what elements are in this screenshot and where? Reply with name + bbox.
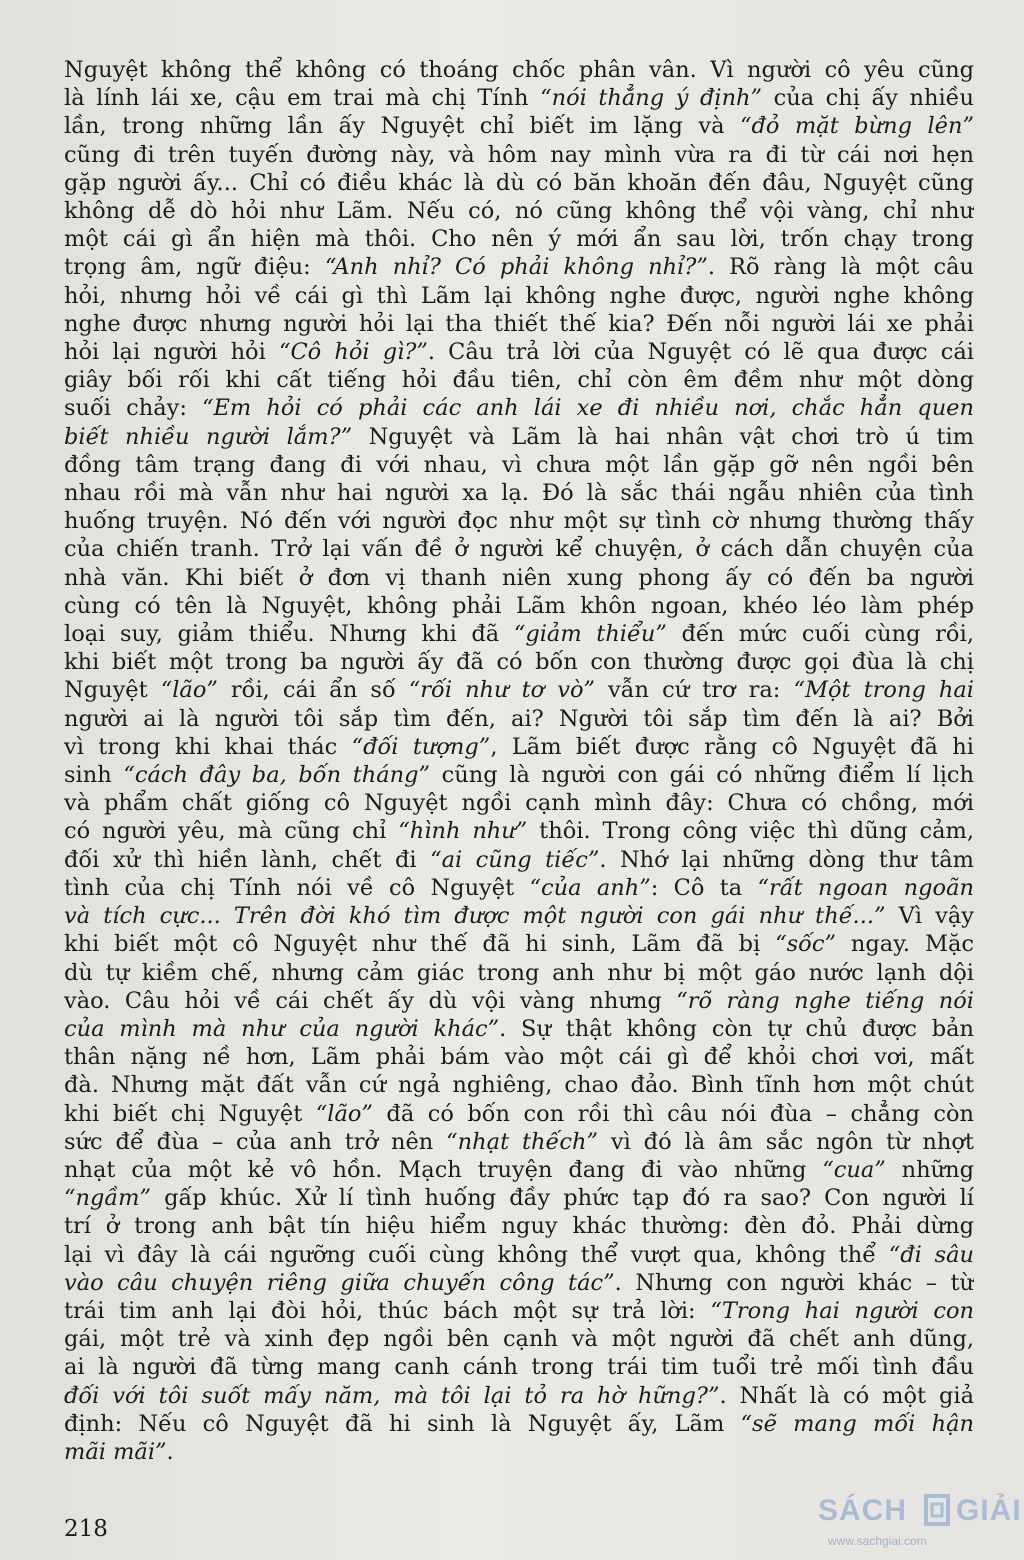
watermark-logo-icon xyxy=(922,1492,952,1528)
text-line: người ai là người tôi sắp tìm đến, ai? Người tôi sắp tìm đến là ai? Bởi xyxy=(64,705,974,732)
text-line: của chiến tranh. Trở lại vấn đề ở người kể chuyện, ở cách dẫn chuyện của xyxy=(64,536,974,563)
text-line: gái, một trẻ và xinh đẹp ngồi bên cạnh và một người đã chết anh dũng, xyxy=(64,1326,974,1353)
text-line: Nguyệt “lão” rồi, cái ẩn số “rối như tơ vò” vẫn cứ trơ ra: “Một trong hai xyxy=(64,677,974,704)
text-line: đà. Nhưng mặt đất vẫn cứ ngả nghiêng, chao đảo. Bình tĩnh hơn một chút xyxy=(64,1072,974,1099)
text-line: lần, trong những lần ấy Nguyệt chỉ biết im lặng và “đỏ mặt bừng lên” xyxy=(64,113,974,140)
text-line: khi biết một trong ba người ấy đã có bốn con thường được gọi đùa là chị xyxy=(64,649,974,676)
watermark-brand-left: SÁCH xyxy=(818,1494,908,1527)
text-line: không dễ dò hỏi như Lãm. Nếu có, nó cũng không thể vội vàng, chỉ như xyxy=(64,198,974,225)
text-line: nhau rồi mà vẫn như hai người xa lạ. Đó là sắc thái ngẫu nhiên của tình xyxy=(64,480,974,507)
text-line: nhạt của một kẻ vô hồn. Mạch truyện đang đi vào những “cua” những xyxy=(64,1156,974,1183)
text-line: định: Nếu cô Nguyệt đã hi sinh là Nguyệt ấy, Lãm “sẽ mang mối hận xyxy=(64,1410,974,1437)
text-line: đối xử thì hiền lành, chết đi “ai cũng tiếc”. Nhớ lại những dòng thư tâm xyxy=(64,846,974,873)
text-line: trọng âm, ngữ điệu: “Anh nhỉ? Có phải không nhỉ?”. Rõ ràng là một câu xyxy=(64,254,974,281)
text-line: Nguyệt không thể không có thoáng chốc phân vân. Vì người cô yêu cũng xyxy=(64,57,974,83)
text-line: “ngầm” gấp khúc. Xử lí tình huống đầy phức tạp đó ra sao? Con người lí xyxy=(64,1185,974,1212)
page-number: 218 xyxy=(64,1516,108,1542)
text-line: cũng đi trên tuyến đường này, và hôm nay mình vừa ra đi từ cái nơi hẹn xyxy=(64,141,974,168)
text-line: huống truyện. Nó đến với người đọc như một sự tình cờ nhưng thường thấy xyxy=(64,508,974,535)
text-line: tình của chị Tính nói về cô Nguyệt “của anh”: Cô ta “rất ngoan ngoãn xyxy=(64,874,974,901)
text-line: khi biết một cô Nguyệt như thế đã hi sinh, Lãm đã bị “sốc” ngay. Mặc xyxy=(64,931,974,958)
text-line: sinh “cách đây ba, bốn tháng” cũng là người con gái có những điểm lí lịch xyxy=(64,762,974,789)
text-line: vào câu chuyện riêng giữa chuyến công tác”. Nhưng con người khác – từ xyxy=(64,1269,974,1296)
text-line: gặp người ấy... Chỉ có điều khác là dù có băn khoăn đến đâu, Nguyệt cũng xyxy=(64,169,974,196)
text-line: vì trong khi khai thác “đối tượng”, Lãm biết được rằng cô Nguyệt đã hi xyxy=(64,733,974,760)
text-line: của mình mà như của người khác”. Sự thật không còn tự chủ được bản xyxy=(64,1015,974,1042)
text-line: loại suy, giảm thiểu. Nhưng khi đã “giảm thiểu” đến mức cuối cùng rồi, xyxy=(64,621,974,648)
text-line: giây bối rối khi cất tiếng hỏi đầu tiên, chỉ còn êm đềm như một dòng xyxy=(64,367,974,394)
text-line: thân nặng nề hơn, Lãm phải bám vào một cái gì để khỏi chơi vơi, mất xyxy=(64,1044,974,1071)
text-line: dù tự kiềm chế, nhưng cảm giác trong anh như bị một gáo nước lạnh dội xyxy=(64,959,974,986)
text-line: khi biết chị Nguyệt “lão” đã có bốn con rồi thì câu nói đùa – chẳng còn xyxy=(64,1100,974,1127)
watermark-url: www.sachgiai.com xyxy=(828,1534,927,1548)
watermark-brand-right: GIẢI xyxy=(956,1494,1022,1527)
text-line: nhà văn. Khi biết ở đơn vị thanh niên xung phong ấy có đến ba người xyxy=(64,564,974,591)
text-line: nghe được nhưng người hỏi lại tha thiết thế kia? Đến nỗi người lái xe phải xyxy=(64,310,974,337)
text-line: ai là người đã từng mang canh cánh trong trái tim tuổi trẻ mối tình đầu xyxy=(64,1354,974,1381)
text-line: có người yêu, mà cũng chỉ “hình như” thôi. Trong công việc thì dũng cảm, xyxy=(64,818,974,845)
text-line: là lính lái xe, cậu em trai mà chị Tính “nói thẳng ý định” của chị ấy nhiều xyxy=(64,85,974,112)
text-line: lại vì đây là cái ngưỡng cuối cùng không thể vượt qua, không thể “đi sâu xyxy=(64,1241,974,1268)
watermark xyxy=(818,1486,1022,1556)
text-line: và tích cực... Trên đời khó tìm được một người con gái như thế...” Vì vậy xyxy=(64,903,974,930)
text-line: đồng tâm trạng đang đi với nhau, vì chưa một lần gặp gỡ nên ngồi bên xyxy=(64,451,974,478)
text-line: cùng có tên là Nguyệt, không phải Lãm khôn ngoan, khéo léo làm phép xyxy=(64,592,974,619)
text-line: hỏi lại người hỏi “Cô hỏi gì?”. Câu trả lời của Nguyệt có lẽ qua được cái xyxy=(64,339,974,366)
text-line: vào. Câu hỏi về cái chết ấy dù vội vàng nhưng “rõ ràng nghe tiếng nói xyxy=(64,987,974,1014)
text-line: sức để đùa – của anh trở nên “nhạt thếch” vì đó là âm sắc ngôn từ nhợt xyxy=(64,1128,974,1155)
text-line: và phẩm chất giống cô Nguyệt ngồi cạnh mình đây: Chưa có chồng, mới xyxy=(64,790,974,817)
text-line: biết nhiều người lắm?” Nguyệt và Lãm là hai nhân vật chơi trò ú tim xyxy=(64,423,974,450)
text-line: mãi mãi”. xyxy=(64,1438,174,1465)
text-line: một cái gì ẩn hiện mà thôi. Cho nên ý mới ẩn sau lời, trốn chạy trong xyxy=(64,226,974,253)
text-line: hỏi, nhưng hỏi về cái gì thì Lãm lại không nghe được, người nghe không xyxy=(64,282,974,309)
text-line: suối chảy: “Em hỏi có phải các anh lái xe đi nhiều nơi, chắc hẳn quen xyxy=(64,395,974,422)
body-text xyxy=(64,56,974,1466)
text-line: trái tim anh lại đòi hỏi, thúc bách một sự trả lời: “Trong hai người con xyxy=(64,1297,974,1324)
text-line: trí ở trong anh bật tín hiệu hiểm nguy khác thường: đèn đỏ. Phải dừng xyxy=(64,1213,974,1240)
text-line: đối với tôi suốt mấy năm, mà tôi lại tỏ ra hờ hững?”. Nhất là có một giả xyxy=(64,1382,974,1409)
